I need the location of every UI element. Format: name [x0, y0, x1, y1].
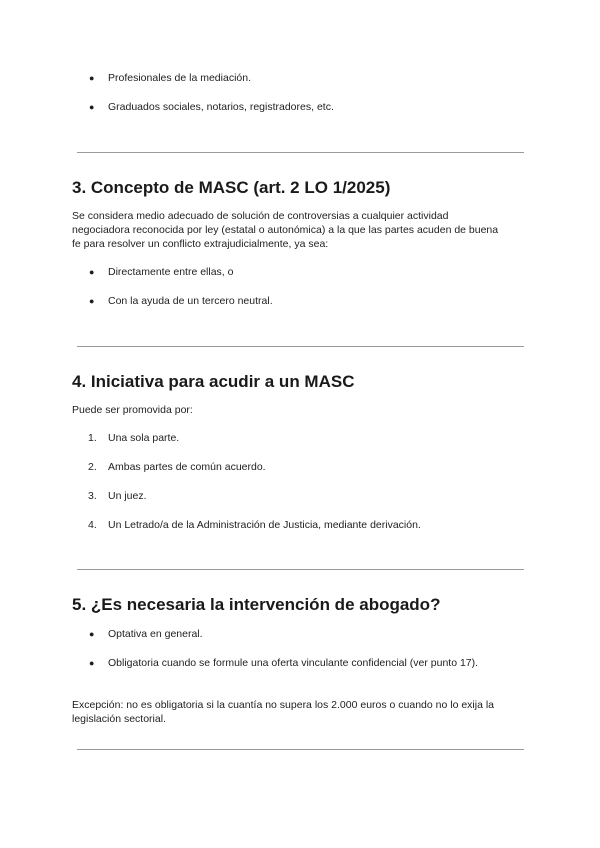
- bullet-icon: ●: [89, 267, 95, 277]
- bullet-icon: ●: [89, 658, 95, 668]
- section-5-heading: 5. ¿Es necesaria la intervención de abogado?: [72, 595, 441, 614]
- section-3-paragraph-line-3: fe para resolver un conflicto extrajudicialmente, ya sea:: [72, 238, 329, 250]
- bullet-icon: ●: [89, 73, 95, 83]
- list-item-text: Con la ayuda de un tercero neutral.: [108, 295, 273, 307]
- list-item-text: Un Letrado/a de la Administración de Justicia, mediante derivación.: [108, 519, 421, 531]
- list-item-text: Un juez.: [108, 490, 147, 502]
- section-3-paragraph-line-2: negociadora reconocida por ley (estatal o autonómica) a la que las partes acuden de buena: [72, 224, 499, 236]
- list-item-number: 1.: [88, 432, 97, 444]
- list-item-text: Profesionales de la mediación.: [108, 72, 252, 84]
- list-item-number: 3.: [88, 490, 97, 502]
- section-divider: [77, 749, 524, 750]
- list-item-text: Ambas partes de común acuerdo.: [108, 461, 266, 473]
- list-item-text: Graduados sociales, notarios, registradores, etc.: [108, 101, 334, 113]
- section-3-paragraph-line-1: Se considera medio adecuado de solución de controversias a cualquier actividad: [72, 210, 449, 222]
- section-3-heading: 3. Concepto de MASC (art. 2 LO 1/2025): [72, 178, 391, 197]
- bullet-icon: ●: [89, 629, 95, 639]
- list-item-text: Directamente entre ellas, o: [108, 266, 234, 278]
- bullet-icon: ●: [89, 102, 95, 112]
- list-item-text: Una sola parte.: [108, 432, 180, 444]
- list-item-text: Optativa en general.: [108, 628, 203, 640]
- list-item-number: 4.: [88, 519, 97, 531]
- section-4-heading: 4. Iniciativa para acudir a un MASC: [72, 372, 355, 391]
- section-5-exception-line-2: legislación sectorial.: [72, 713, 166, 725]
- section-5-exception-line-1: Excepción: no es obligatoria si la cuantía no supera los 2.000 euros o cuando no lo exija la: [72, 699, 495, 711]
- list-item-number: 2.: [88, 461, 97, 473]
- bullet-icon: ●: [89, 296, 95, 306]
- list-item-text: Obligatoria cuando se formule una oferta vinculante confidencial (ver punto 17).: [108, 657, 479, 669]
- section-4-intro: Puede ser promovida por:: [72, 404, 193, 416]
- section-divider: [77, 346, 524, 347]
- section-divider: [77, 569, 524, 570]
- section-divider: [77, 152, 524, 153]
